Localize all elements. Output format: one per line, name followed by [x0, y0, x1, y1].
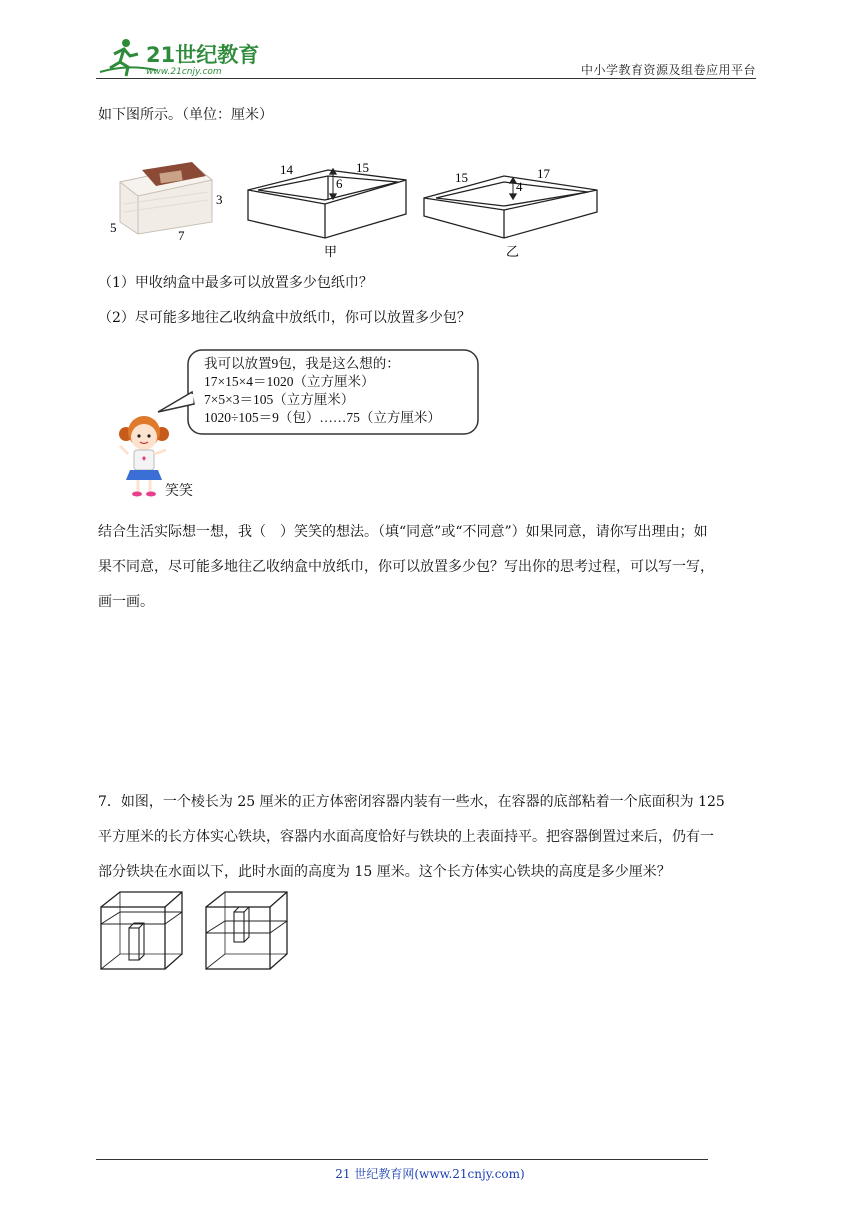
logo-text: 21世纪教育 [146, 43, 260, 67]
q6-sub2: （2）尽可能多地往乙收纳盒中放纸巾，你可以放置多少包？ [98, 310, 471, 326]
bubble-line-2: 17×15×4＝1020（立方厘米） [204, 374, 375, 389]
box-yi-diagram [424, 176, 597, 238]
q7-figure [98, 888, 318, 974]
box-jia-name: 甲 [324, 244, 338, 259]
box-yi-width-label: 17 [537, 166, 550, 181]
box-yi-name: 乙 [506, 244, 520, 259]
bubble-line-4: 1020÷105＝9（包）……75（立方厘米） [204, 410, 441, 425]
footer-link[interactable]: 21 世纪教育网(www.21cnjy.com) [335, 1167, 525, 1181]
tissue-height-label: 3 [216, 192, 223, 207]
girl-speech-figure [112, 346, 482, 506]
tissue-width-label: 5 [110, 220, 117, 235]
box-jia-width-label: 15 [356, 160, 369, 175]
tissue-length-label: 7 [178, 228, 185, 243]
footer-divider [96, 1159, 708, 1160]
tissue-pack-image [120, 162, 212, 234]
header-divider [96, 78, 756, 79]
q6-prompt-line-1: 结合生活实际想一想，我（ ）笑笑的想法。（填“同意”或“不同意”）如果同意，请你写出理由；如 [98, 524, 708, 540]
cube-upright-diagram [101, 892, 182, 969]
box-yi-height-label: 4 [516, 179, 523, 194]
box-jia-height-label: 6 [336, 176, 343, 191]
logo-url: www.21cnjy.com [146, 67, 222, 77]
q6-prompt-line-2: 果不同意，尽可能多地往乙收纳盒中放纸巾，你可以放置多少包？写出你的思考过程，可以写一写， [98, 559, 714, 575]
q7-line-2: 平方厘米的长方体实心铁块，容器内水面高度恰好与铁块的上表面持平。把容器倒置过来后，仍有一 [98, 829, 714, 845]
q6-figure [100, 152, 620, 264]
q7-line-1: 7．如图，一个棱长为 25 厘米的正方体密闭容器内装有一些水，在容器的底部粘着一个底面积为 125 [98, 794, 725, 810]
platform-title: 中小学教育资源及组卷应用平台 [580, 63, 756, 77]
box-jia-length-label: 14 [280, 162, 293, 177]
q6-sub1: （1）甲收纳盒中最多可以放置多少包纸巾？ [98, 275, 373, 291]
cube-inverted-diagram [206, 892, 287, 969]
q6-intro: 如下图所示。（单位：厘米） [98, 107, 273, 123]
girl-illustration [119, 416, 169, 497]
box-jia-diagram [248, 169, 406, 238]
box-yi-length-label: 15 [455, 170, 468, 185]
site-logo [96, 34, 266, 80]
bubble-line-3: 7×5×3＝105（立方厘米） [204, 392, 355, 407]
q6-prompt-line-3: 画一画。 [98, 594, 154, 610]
q7-line-3: 部分铁块在水面以下，此时水面的高度为 15 厘米。这个长方体实心铁块的高度是多少厘米？ [98, 864, 671, 880]
girl-name-label: 笑笑 [165, 483, 193, 499]
bubble-line-1: 我可以放置9包，我是这么想的： [204, 356, 400, 371]
